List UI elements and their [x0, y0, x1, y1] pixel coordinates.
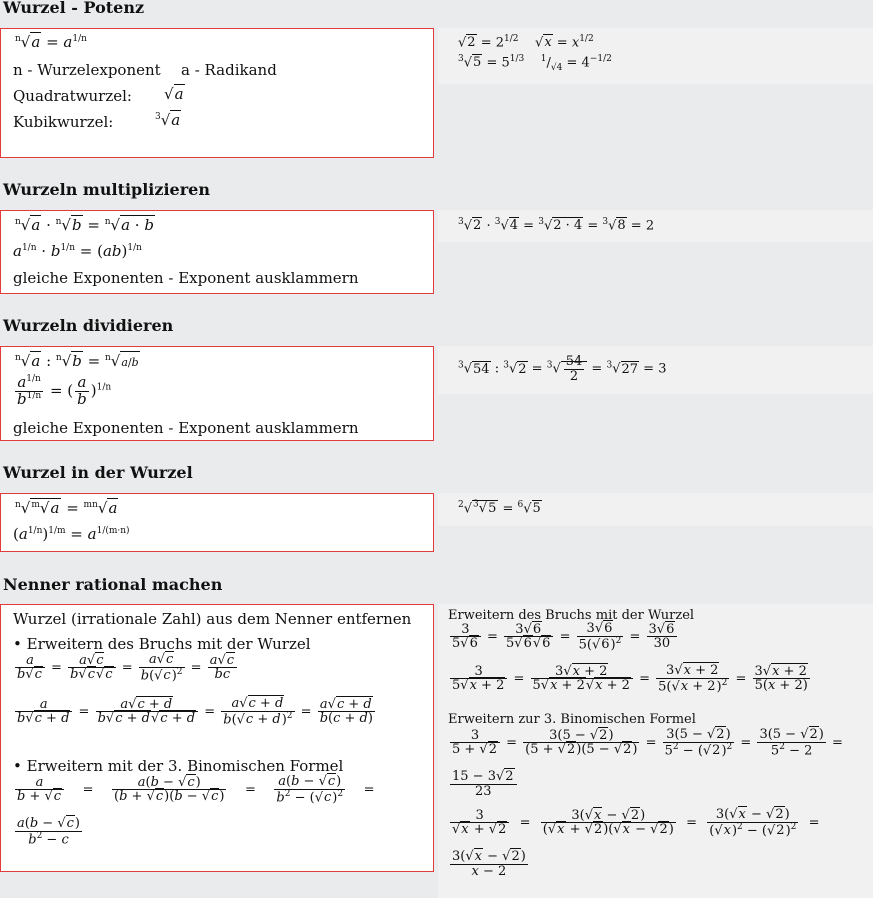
section-title-wurzel-potenz: Wurzel - Potenz	[3, 0, 145, 17]
examples-multiplizieren	[438, 210, 873, 242]
example-binom-2-result: $\frac{3(√x - √2)}{x - 2}$	[452, 849, 526, 879]
example-mult: $^3$√2 · $^3$√4 = $^3$√2 · 4 = $^3$√8 = 2	[458, 217, 655, 234]
formula-mult-powers: $a^{1/n} \cdot b^{1/n} = (ab)^{1/n}$	[13, 242, 142, 260]
section-title-nenner-rational: Nenner rational machen	[3, 575, 223, 594]
section-title-multiplizieren: Wurzeln multiplizieren	[3, 180, 210, 199]
example-binom-1: $\frac{3}{5 + √2}$ = $\frac{3(5 - √2)}{(5 + √2)(5 - √2)}$ = $\frac{3(5 - √2)}{5^2 - (√2)^2}$ = $\frac{3(5 - √2)}{5^2 - 2}$ =	[452, 727, 843, 758]
example-div: $^3$√54 : $^3$√2 = $^3$√ $\frac{54}{2}$ = $^3$√27 = 3	[458, 354, 667, 384]
formula-mult-roots: $^n$√a · $^n$√b = $^n$√a · b	[15, 216, 154, 234]
text-bullet-1: • Erweitern des Bruchs mit der Wurzel	[13, 635, 311, 653]
right-heading-1: Erweitern des Bruchs mit der Wurzel	[448, 608, 695, 623]
example-sqrt2: $√2 = 2^{1/2}$ $√x = x^{1/2}$	[458, 34, 594, 51]
formula-binom-2: $\frac{a(b - √c)}{b^2 - c}$	[17, 816, 80, 847]
examples-wurzel-in-wurzel	[438, 493, 873, 526]
examples-nenner-rational	[438, 604, 873, 898]
panel-wurzel-in-wurzel	[0, 493, 434, 552]
label-quadratwurzel: Quadratwurzel:	[13, 87, 132, 105]
formula-div-roots: $^n$√a : $^n$√b = $^n$√a/b	[15, 352, 139, 370]
label-radikand: a - Radikand	[181, 61, 277, 79]
example-binom-1-result: $\frac{15 - 3√2}{23}$	[448, 770, 519, 798]
panel-wurzel-potenz	[0, 28, 434, 158]
panel-dividieren	[0, 346, 434, 441]
formula-nested-powers: $(a^{1/n})^{1/m} = a^{1/(m\cdot n)}$	[13, 525, 130, 543]
panel-multiplizieren	[0, 210, 434, 294]
label-wurzelexponent: n - Wurzelexponent	[13, 61, 161, 79]
section-title-wurzel-in-wurzel: Wurzel in der Wurzel	[3, 463, 193, 482]
example-erweitern-2: $\frac{3}{5√x + 2}$ = $\frac{3√x + 2}{5√x + 2√x + 2}$ = $\frac{3√x + 2}{5(√x + 2)^2}$ = $\frac{3√x + 2}{5(x + 2)}$	[448, 664, 812, 694]
right-heading-2: Erweitern zur 3. Binomischen Formel	[448, 712, 696, 727]
formula-div-powers: $\frac{a^{1/n}}{b^{1/n}}$ = ( $\frac{a}{b}$ )$^{1/n}$	[17, 373, 112, 408]
formula-erweitern-1: $\frac{a}{b√c}$ = $\frac{a√c}{b√c√c}$ = $\frac{a√c}{b(√c)^2}$ = $\frac{a√c}{bc}$	[13, 653, 239, 683]
example-binom-2: $\frac{3}{√x + √2}$ = $\frac{3(√x - √2)}{(√x + √2)(√x - √2)}$ = $\frac{3(√x - √2)}{(√x)^2 - (√2)^2}$ =	[452, 807, 820, 838]
examples-dividieren	[438, 346, 873, 394]
label-kubikwurzel: Kubikwurzel:	[13, 113, 114, 131]
text-mult: gleiche Exponenten - Exponent ausklammern	[13, 269, 359, 287]
section-title-dividieren: Wurzeln dividieren	[3, 316, 174, 335]
formula-cbrt-a: $^3$√a	[155, 111, 181, 129]
formula-nested-roots: $^n$√$^m$√a = $^{mn}$√a	[15, 499, 118, 517]
formula-sqrt-a: √a	[164, 85, 184, 103]
example-erweitern-1: $\frac{3}{5√6}$ = $\frac{3√6}{5√6√6}$ = $\frac{3√6}{5(√6)^2}$ = $\frac{3√6}{30}$	[448, 622, 679, 652]
text-div: gleiche Exponenten - Exponent ausklammern	[13, 419, 359, 437]
formula-binom-1: $\frac{a}{b + √c}$ = $\frac{a(b - √c)}{(b + √c)(b - √c)}$ = $\frac{a(b - √c)}{b^2 - (√c)^2}$ =	[17, 774, 375, 805]
text-intro: Wurzel (irrationale Zahl) aus dem Nenner entfernen	[13, 610, 412, 628]
formula-root-power: $^n√a = a^{1/n}$	[15, 33, 87, 51]
example-cbrt5: $^3√5 = 5^{1/3}$ $^1/_{√4} = 4^{-1/2}$	[458, 54, 612, 73]
examples-wurzel-potenz	[438, 28, 873, 84]
text-bullet-2: • Erweitern mit der 3. Binomischen Formel	[13, 757, 344, 775]
panel-nenner-rational	[0, 604, 434, 872]
example-nested: $^2$√$^3$√5 = $^6$√5	[458, 500, 541, 517]
formula-erweitern-2: $\frac{a}{b√c + d}$ = $\frac{a√c + d}{b√c + d√c + d}$ = $\frac{a√c + d}{b(√c + d)^2}$ = $\frac{a√c + d}{b(c + d)}$	[17, 696, 373, 727]
